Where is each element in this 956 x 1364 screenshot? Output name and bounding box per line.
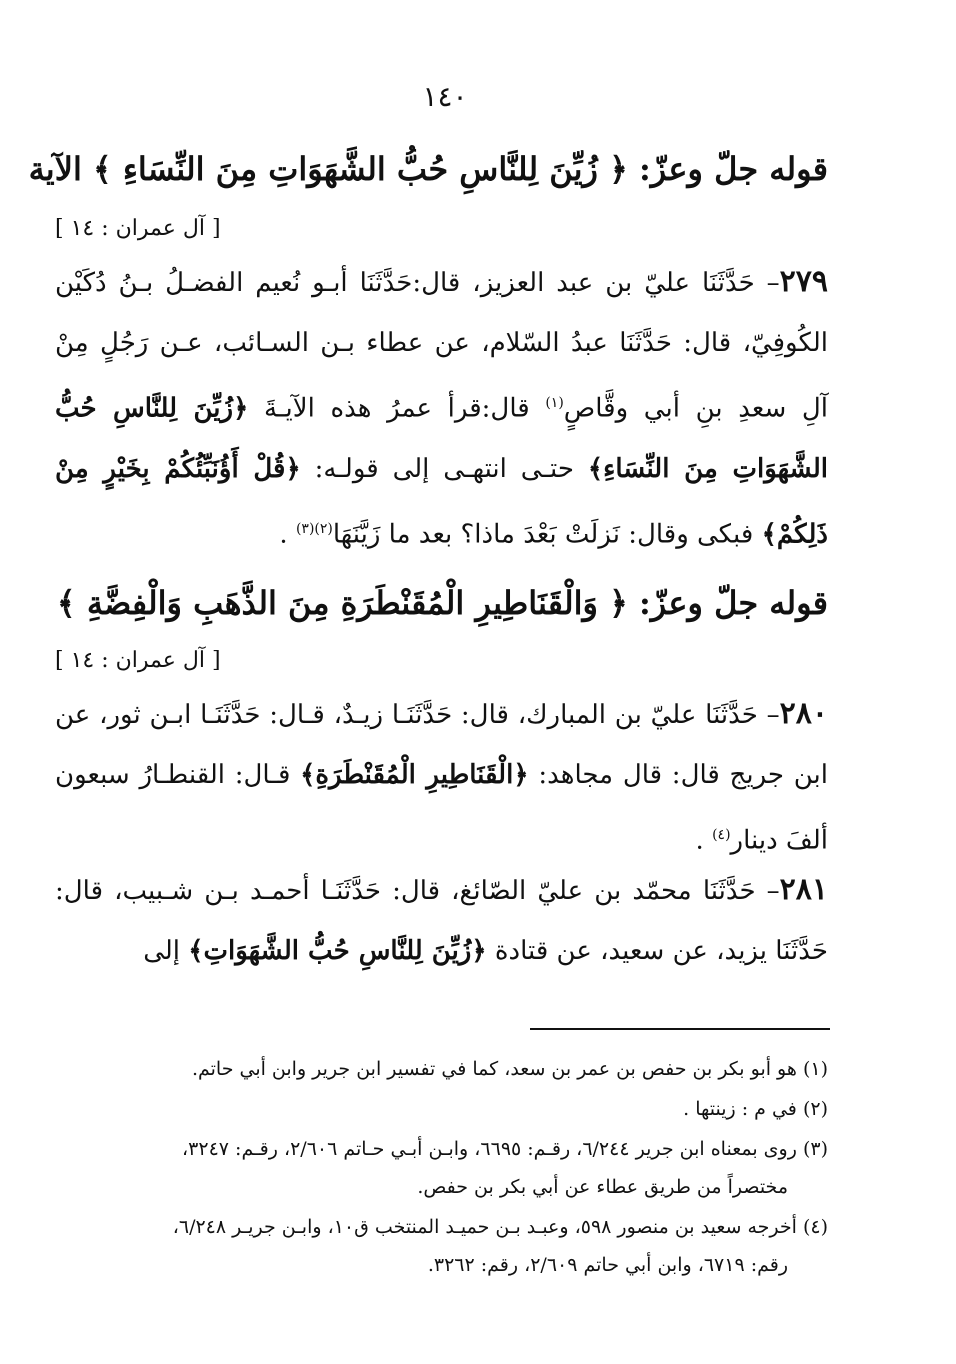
footnote-marker: (١) xyxy=(545,395,564,411)
footnote-text: في م : زينتها . xyxy=(683,1098,803,1120)
heading-tail: الآية xyxy=(28,150,93,188)
hadith-281 xyxy=(55,860,828,981)
footnote-text: روى بمعناه ابن جرير ٦/٢٤٤، رقـم: ٦٦٩٥، وابـن أبـي حـاتم ٢/٦٠٦، رقـم: ٣٢٤٧، xyxy=(182,1138,803,1160)
hadith-text: . xyxy=(695,825,713,856)
footnote-continuation: مختصراً من طريق عطاء عن أبي بكر بن حفص. xyxy=(417,1176,788,1198)
quran-verse: ﴿الْقَنَاطِيرِ الْمُقَنْطَرَةِ﴾ xyxy=(300,760,529,790)
hadith-280 xyxy=(55,684,828,871)
hadith-number: ٢٨٠ xyxy=(779,696,828,731)
section-heading-2 xyxy=(55,584,828,622)
hadith-text: قال:قرأ عمرُ هذه الآيـةَ xyxy=(248,393,546,424)
quran-verse: زُيِّنَ لِلنَّاسِ حُبُّ الشَّهَوَاتِ مِنَ النِّسَاءِ xyxy=(111,150,610,188)
hadith-number: ٢٨١ xyxy=(779,872,828,907)
ornate-bracket-open: ﴿ xyxy=(609,150,628,188)
quran-verse: ﴿زُيِّنَ لِلنَّاسِ حُبُّ الشَّهَوَاتِ مِنَ النِّسَاءِ﴾ xyxy=(55,393,828,484)
hadith-text: قـال: القنطـارُ سبعون ألفَ دينار xyxy=(55,760,828,856)
hadith-text: – حَدَّثَنَا عليّ بن المبارك، قال: حَدَّثَنَـا زيـدٌ، قـال: حَدَّثَنَـا ابـن ثور، عن ابن جريج قال: قال مجاهد: xyxy=(55,700,828,790)
footnotes xyxy=(55,1050,828,1286)
footnote-number: (٤) xyxy=(802,1216,828,1238)
page-number: ١٤٠ xyxy=(422,80,468,113)
footnote-divider xyxy=(530,1028,830,1030)
footnote-number: (١) xyxy=(802,1058,828,1080)
footnote-text: هو أبو بكر بن حفص بن عمر بن سعد، كما في تفسير ابن جرير وابن أبي حاتم. xyxy=(191,1058,803,1080)
footnote-marker: (٤) xyxy=(712,827,731,843)
ornate-bracket-close: ﴾ xyxy=(92,150,112,188)
surah-reference-2: [ آل عمران : ١٤ ] xyxy=(55,648,221,673)
section-heading-1 xyxy=(28,150,828,188)
ornate-bracket-close: ﴾ xyxy=(56,584,76,622)
footnote-4 xyxy=(55,1208,828,1284)
hadith-text: – حَدَّثَنَا عليّ بن عبد العزيز، قال:حَدَّثَنَا أبـو نُعيم الفضـلُ بـنُ دُكَيْن الكُوفِيّ، قال: حَدَّثَنَا عبدُ السّلام، عن عطاء بـن السـائب، عـن رَجُلٍ مِنْ آلِ سعدِ بنِ أبي وقَّاصٍ xyxy=(55,268,828,424)
footnote-2 xyxy=(55,1090,828,1128)
ornate-bracket-open: ﴿ xyxy=(609,584,628,622)
heading-intro: قوله جلّ وعزّ: xyxy=(627,584,828,622)
hadith-number: ٢٧٩ xyxy=(779,264,828,299)
surah-reference-1: [ آل عمران : ١٤ ] xyxy=(55,216,221,241)
hadith-279 xyxy=(55,252,828,564)
footnote-marker: (٢)(٣) xyxy=(295,520,333,537)
footnote-1 xyxy=(55,1050,828,1088)
quran-verse: وَالْقَنَاطِيرِ الْمُقَنْطَرَةِ مِنَ الذَّهَبِ وَالْفِضَّةِ xyxy=(75,584,610,622)
heading-intro: قوله جلّ وعزّ: xyxy=(627,150,828,188)
quran-verse: ﴿زُيِّنَ لِلنَّاسِ حُبُّ الشَّهَوَاتِ﴾ xyxy=(188,936,487,966)
footnote-number: (٣) xyxy=(802,1138,828,1160)
hadith-text: حتـى انتهـى إلى قولـه: xyxy=(300,453,588,484)
hadith-text: . xyxy=(279,519,296,550)
footnote-number: (٢) xyxy=(802,1098,828,1120)
quran-verse: ﴿قُلْ أَؤُنَبِّئُكُمْ بِخَيْرٍ مِنْ ذَلِكُمْ﴾ xyxy=(55,453,828,550)
footnote-3 xyxy=(55,1130,828,1206)
hadith-text: – حَدَّثَنَا محمّد بن عليّ الصّائغ، قال: حَدَّثَنَـا أحمـد بـن شـبيب، قال: حَدَّثَنَا يزيد، عن سعيد، عن قتادة xyxy=(55,876,828,966)
footnote-continuation: رقم: ٦٧١٩، وابن أبي حاتم ٢/٦٠٩، رقم: ٣٢٦٢. xyxy=(427,1254,788,1276)
hadith-text: فبكى وقال: نَزلَتْ بَعْدَ ماذا؟ بعد ما زَيَّنَهَا xyxy=(332,519,762,550)
footnote-text: أخرجه سعيد بن منصور ٥٩٨، وعبـد بـن حميـد المنتخب ق١٠، وابـن جريـر ٦/٢٤٨، xyxy=(172,1216,803,1238)
hadith-text: إلى xyxy=(143,936,189,966)
